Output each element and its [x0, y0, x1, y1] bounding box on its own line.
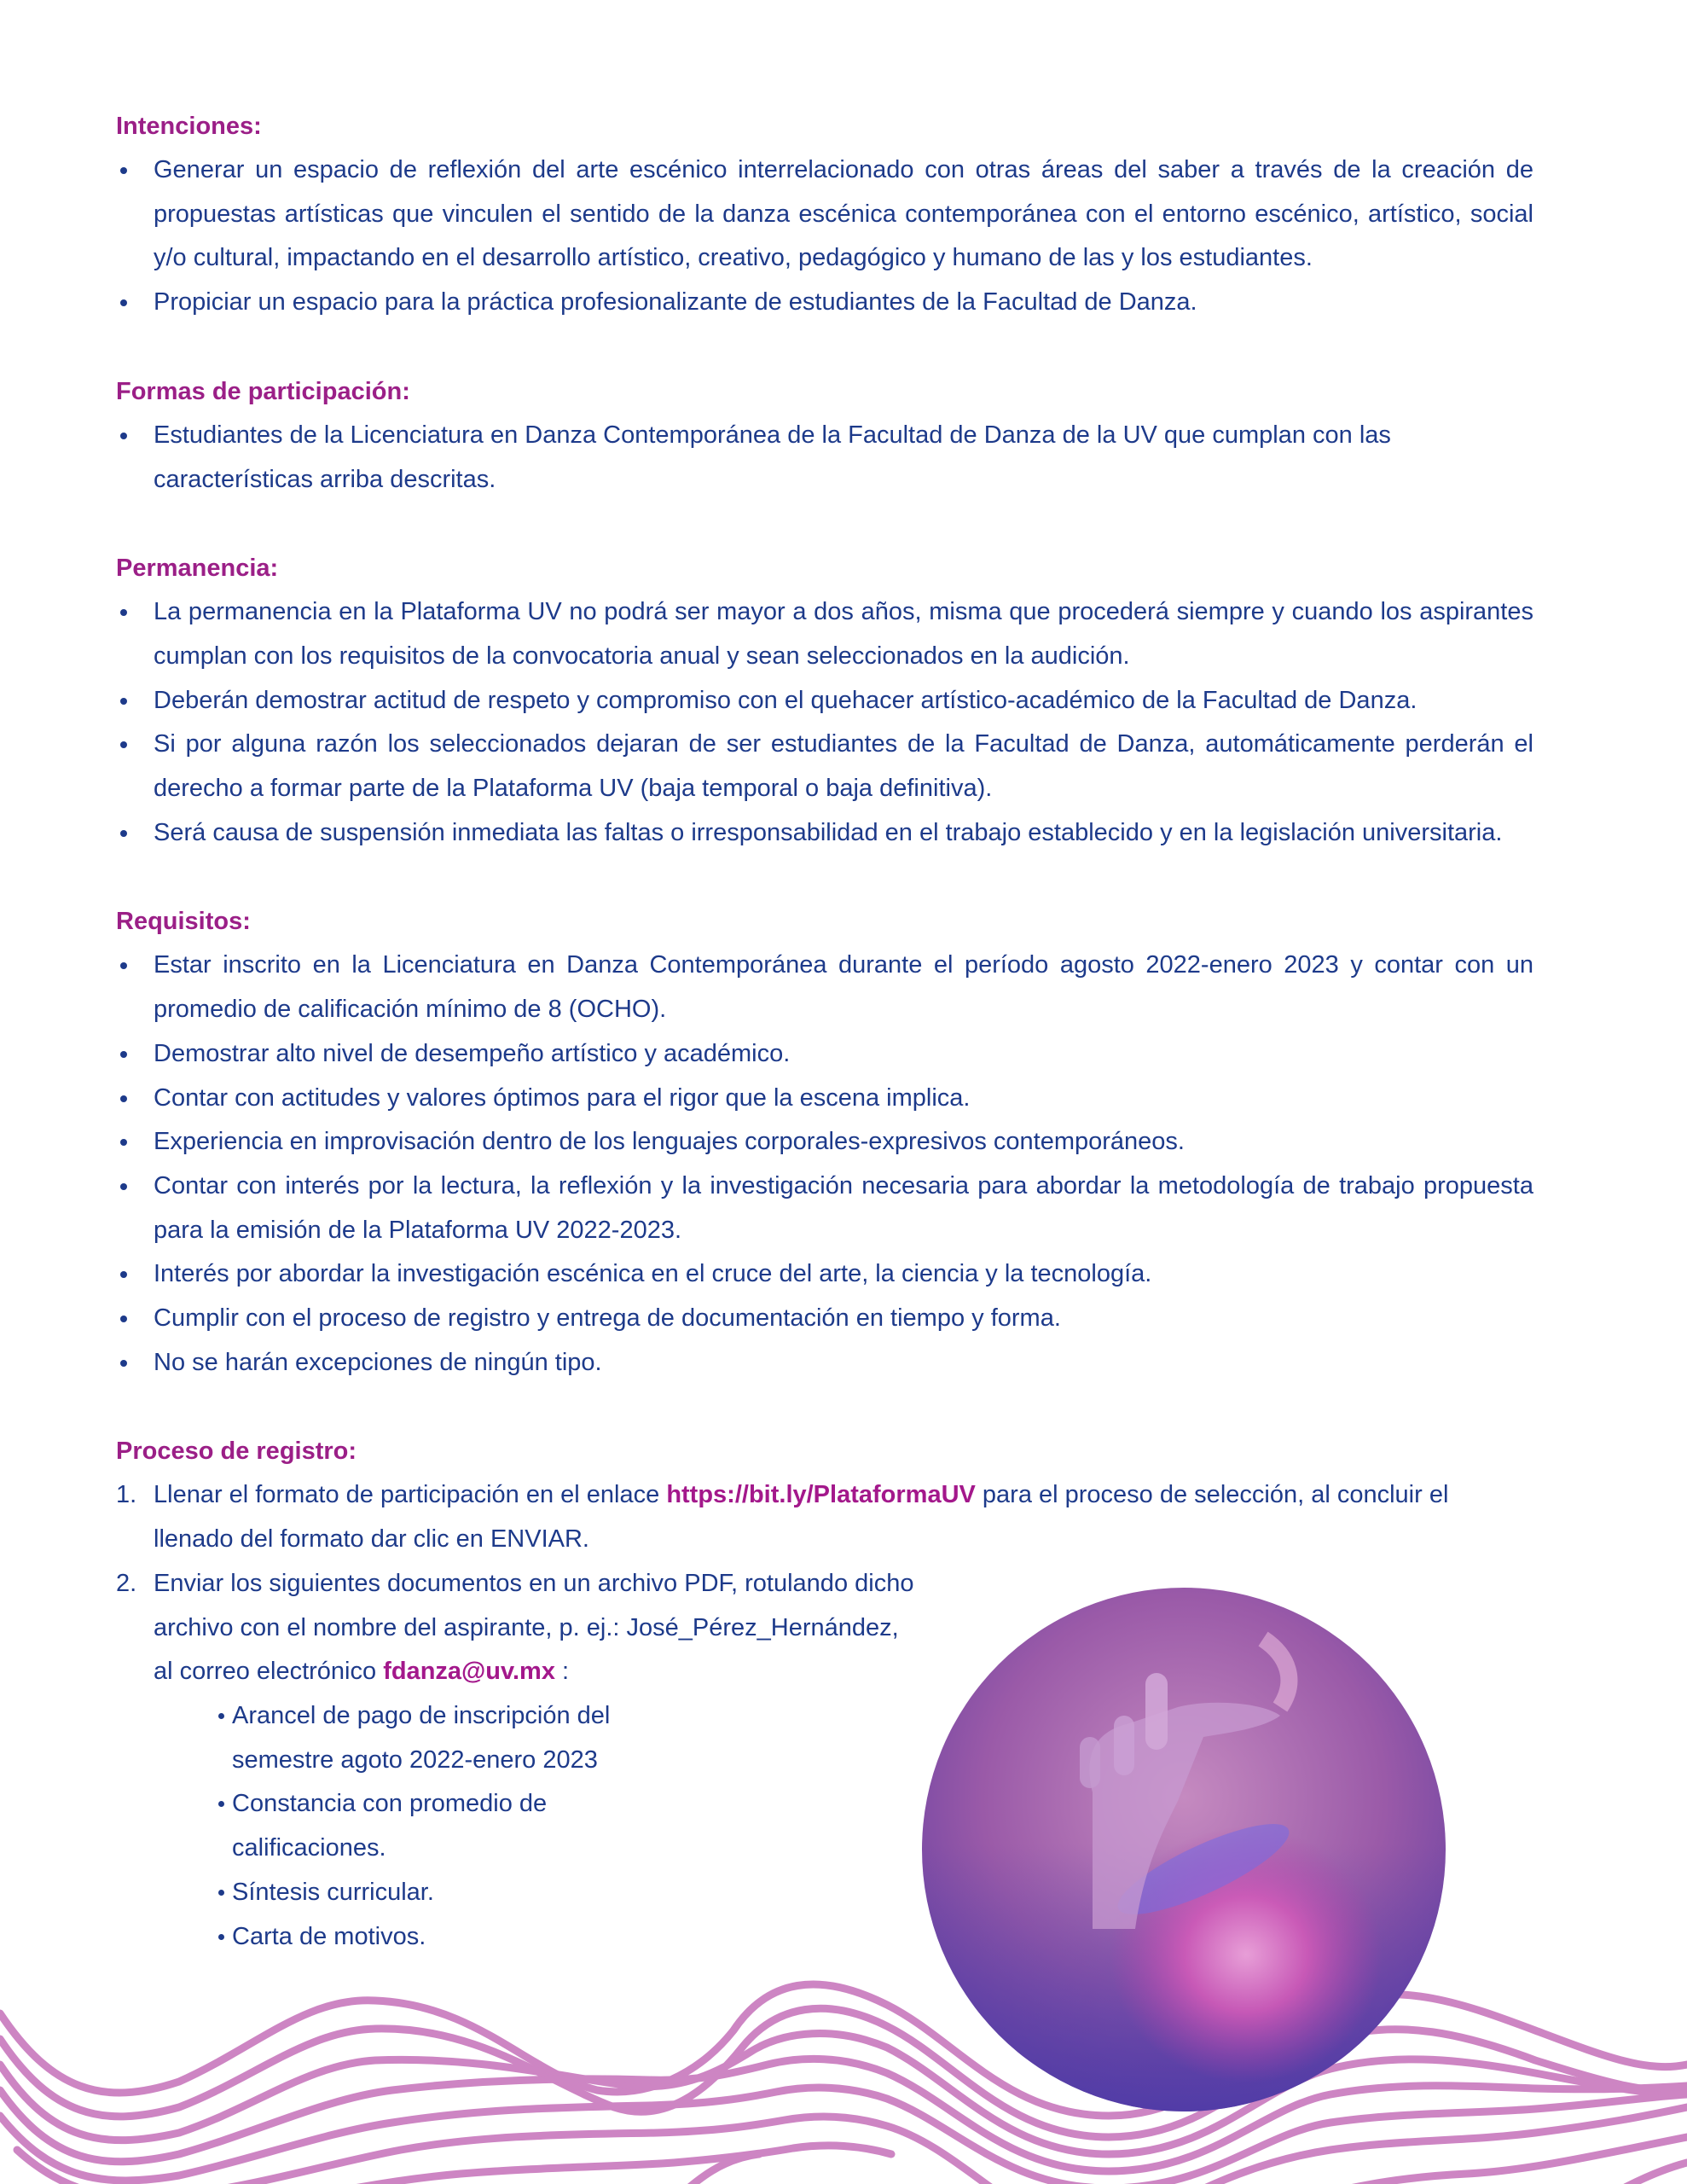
item-text: Estar inscrito en la Licenciatura en Danza Contemporánea durante el período agosto 2022-enero 2023 y contar con un promedio de calificación mínimo de 8 (OCHO).: [154, 951, 1533, 1024]
list-item: [116, 1341, 1533, 1385]
item-text: Experiencia en improvisación dentro de los lenguajes corporales-expresivos contemporáneos.: [154, 1128, 1185, 1156]
registration-link[interactable]: https://bit.ly/PlataformaUV: [666, 1481, 976, 1509]
list-item: [116, 281, 1533, 325]
document-item: Constancia con promedio de calificaciones.: [215, 1782, 693, 1870]
heading-permanencia: Permanencia:: [116, 555, 279, 583]
step-1: [116, 1473, 1533, 1561]
list-item: [116, 679, 1533, 723]
heading-proceso-registro: Proceso de registro:: [116, 1438, 357, 1466]
heading-intenciones: Intenciones:: [116, 113, 262, 140]
item-text: No se harán excepciones de ningún tipo.: [154, 1348, 602, 1376]
document-item: Arancel de pago de inscripción del semestre agoto 2022-enero 2023: [215, 1694, 693, 1782]
list-requisitos: [116, 944, 1533, 1385]
list-permanencia: [116, 590, 1533, 855]
heading-requisitos: Requisitos:: [116, 908, 251, 936]
list-item: [116, 590, 1533, 678]
item-text: La permanencia en la Plataforma UV no podrá ser mayor a dos años, misma que procederá siempre y cuando los aspirantes cumplan con los requisitos de la convocatoria anual y sean seleccionados en la audición.: [154, 598, 1533, 670]
item-text: Demostrar alto nivel de desempeño artístico y académico.: [154, 1039, 791, 1067]
list-documents: [116, 1694, 693, 1959]
item-text: Generar un espacio de reflexión del arte escénico interrelacionado con otras áreas del saber a través de la creación de propuestas artísticas que vinculen el sentido de la danza escénica contemporánea con el entorno escénico, artístico, social y/o cultural, impactando en el desarrollo artístico, creativo, pedagógico y humano de las y los estudiantes.: [154, 156, 1533, 272]
item-text: Interés por abordar la investigación escénica en el cruce del arte, la ciencia y la tecnología.: [154, 1260, 1152, 1288]
step-text: para el proceso de selección, al concluir el llenado del formato dar clic en ENVIAR.: [154, 1481, 1449, 1554]
list-item: [116, 1165, 1533, 1252]
list-item: [116, 148, 1533, 281]
list-item: [116, 1297, 1533, 1341]
wave-lines-icon: [0, 1979, 1687, 2184]
list-item: [116, 723, 1533, 810]
heading-formas-participacion: Formas de participación:: [116, 377, 410, 405]
list-intenciones: [116, 148, 1533, 325]
step-line: Enviar los siguientes documentos en un archivo PDF, rotulando dicho: [154, 1569, 914, 1597]
item-text: Cumplir con el proceso de registro y entrega de documentación en tiempo y forma.: [154, 1304, 1061, 1333]
step-text: :: [554, 1658, 570, 1686]
step-text: al correo electrónico: [154, 1658, 384, 1686]
list-item: [116, 1077, 1533, 1121]
item-text: Si por alguna razón los seleccionados dejaran de ser estudiantes de la Facultad de Danza, automáticamente perderán el derecho a formar parte de la Plataforma UV (baja temporal o baja definitiva).: [154, 730, 1533, 803]
document-item: Carta de motivos.: [215, 1915, 693, 1960]
list-item: [116, 811, 1533, 856]
item-text: Estudiantes de la Licenciatura en Danza Contemporánea de la Facultad de Danza de la UV que cumplan con las características arriba descritas.: [154, 421, 1391, 493]
document-item: Síntesis curricular.: [215, 1871, 693, 1915]
list-item: [116, 944, 1533, 1031]
list-item: [116, 1120, 1533, 1165]
step-line: archivo con el nombre del aspirante, p. ej.: José_Pérez_Hernández,: [154, 1613, 899, 1641]
item-text: Será causa de suspensión inmediata las faltas o irresponsabilidad en el trabajo establecido y en la legislación universitaria.: [154, 818, 1503, 846]
email-link[interactable]: fdanza@uv.mx: [383, 1658, 555, 1686]
item-text: Deberán demostrar actitud de respeto y compromiso con el quehacer artístico-académico de la Facultad de Danza.: [154, 686, 1417, 714]
item-text: Contar con actitudes y valores óptimos para el rigor que la escena implica.: [154, 1083, 971, 1112]
step-number: 2.: [116, 1569, 137, 1597]
list-item: [116, 1252, 1533, 1297]
list-formas: [116, 414, 1533, 502]
item-text: Contar con interés por la lectura, la reflexión y la investigación necesaria para abordar la metodología de trabajo propuesta para la emisión de la Plataforma UV 2022-2023.: [154, 1171, 1533, 1244]
item-text: Propiciar un espacio para la práctica profesionalizante de estudiantes de la Facultad de Danza.: [154, 288, 1197, 317]
list-item: [116, 414, 1533, 502]
step-number: 1.: [116, 1481, 137, 1509]
list-item: [116, 1032, 1533, 1077]
step-text: Llenar el formato de participación en el enlace: [154, 1481, 667, 1509]
dancer-hand-photo-icon: [922, 1588, 1446, 2111]
